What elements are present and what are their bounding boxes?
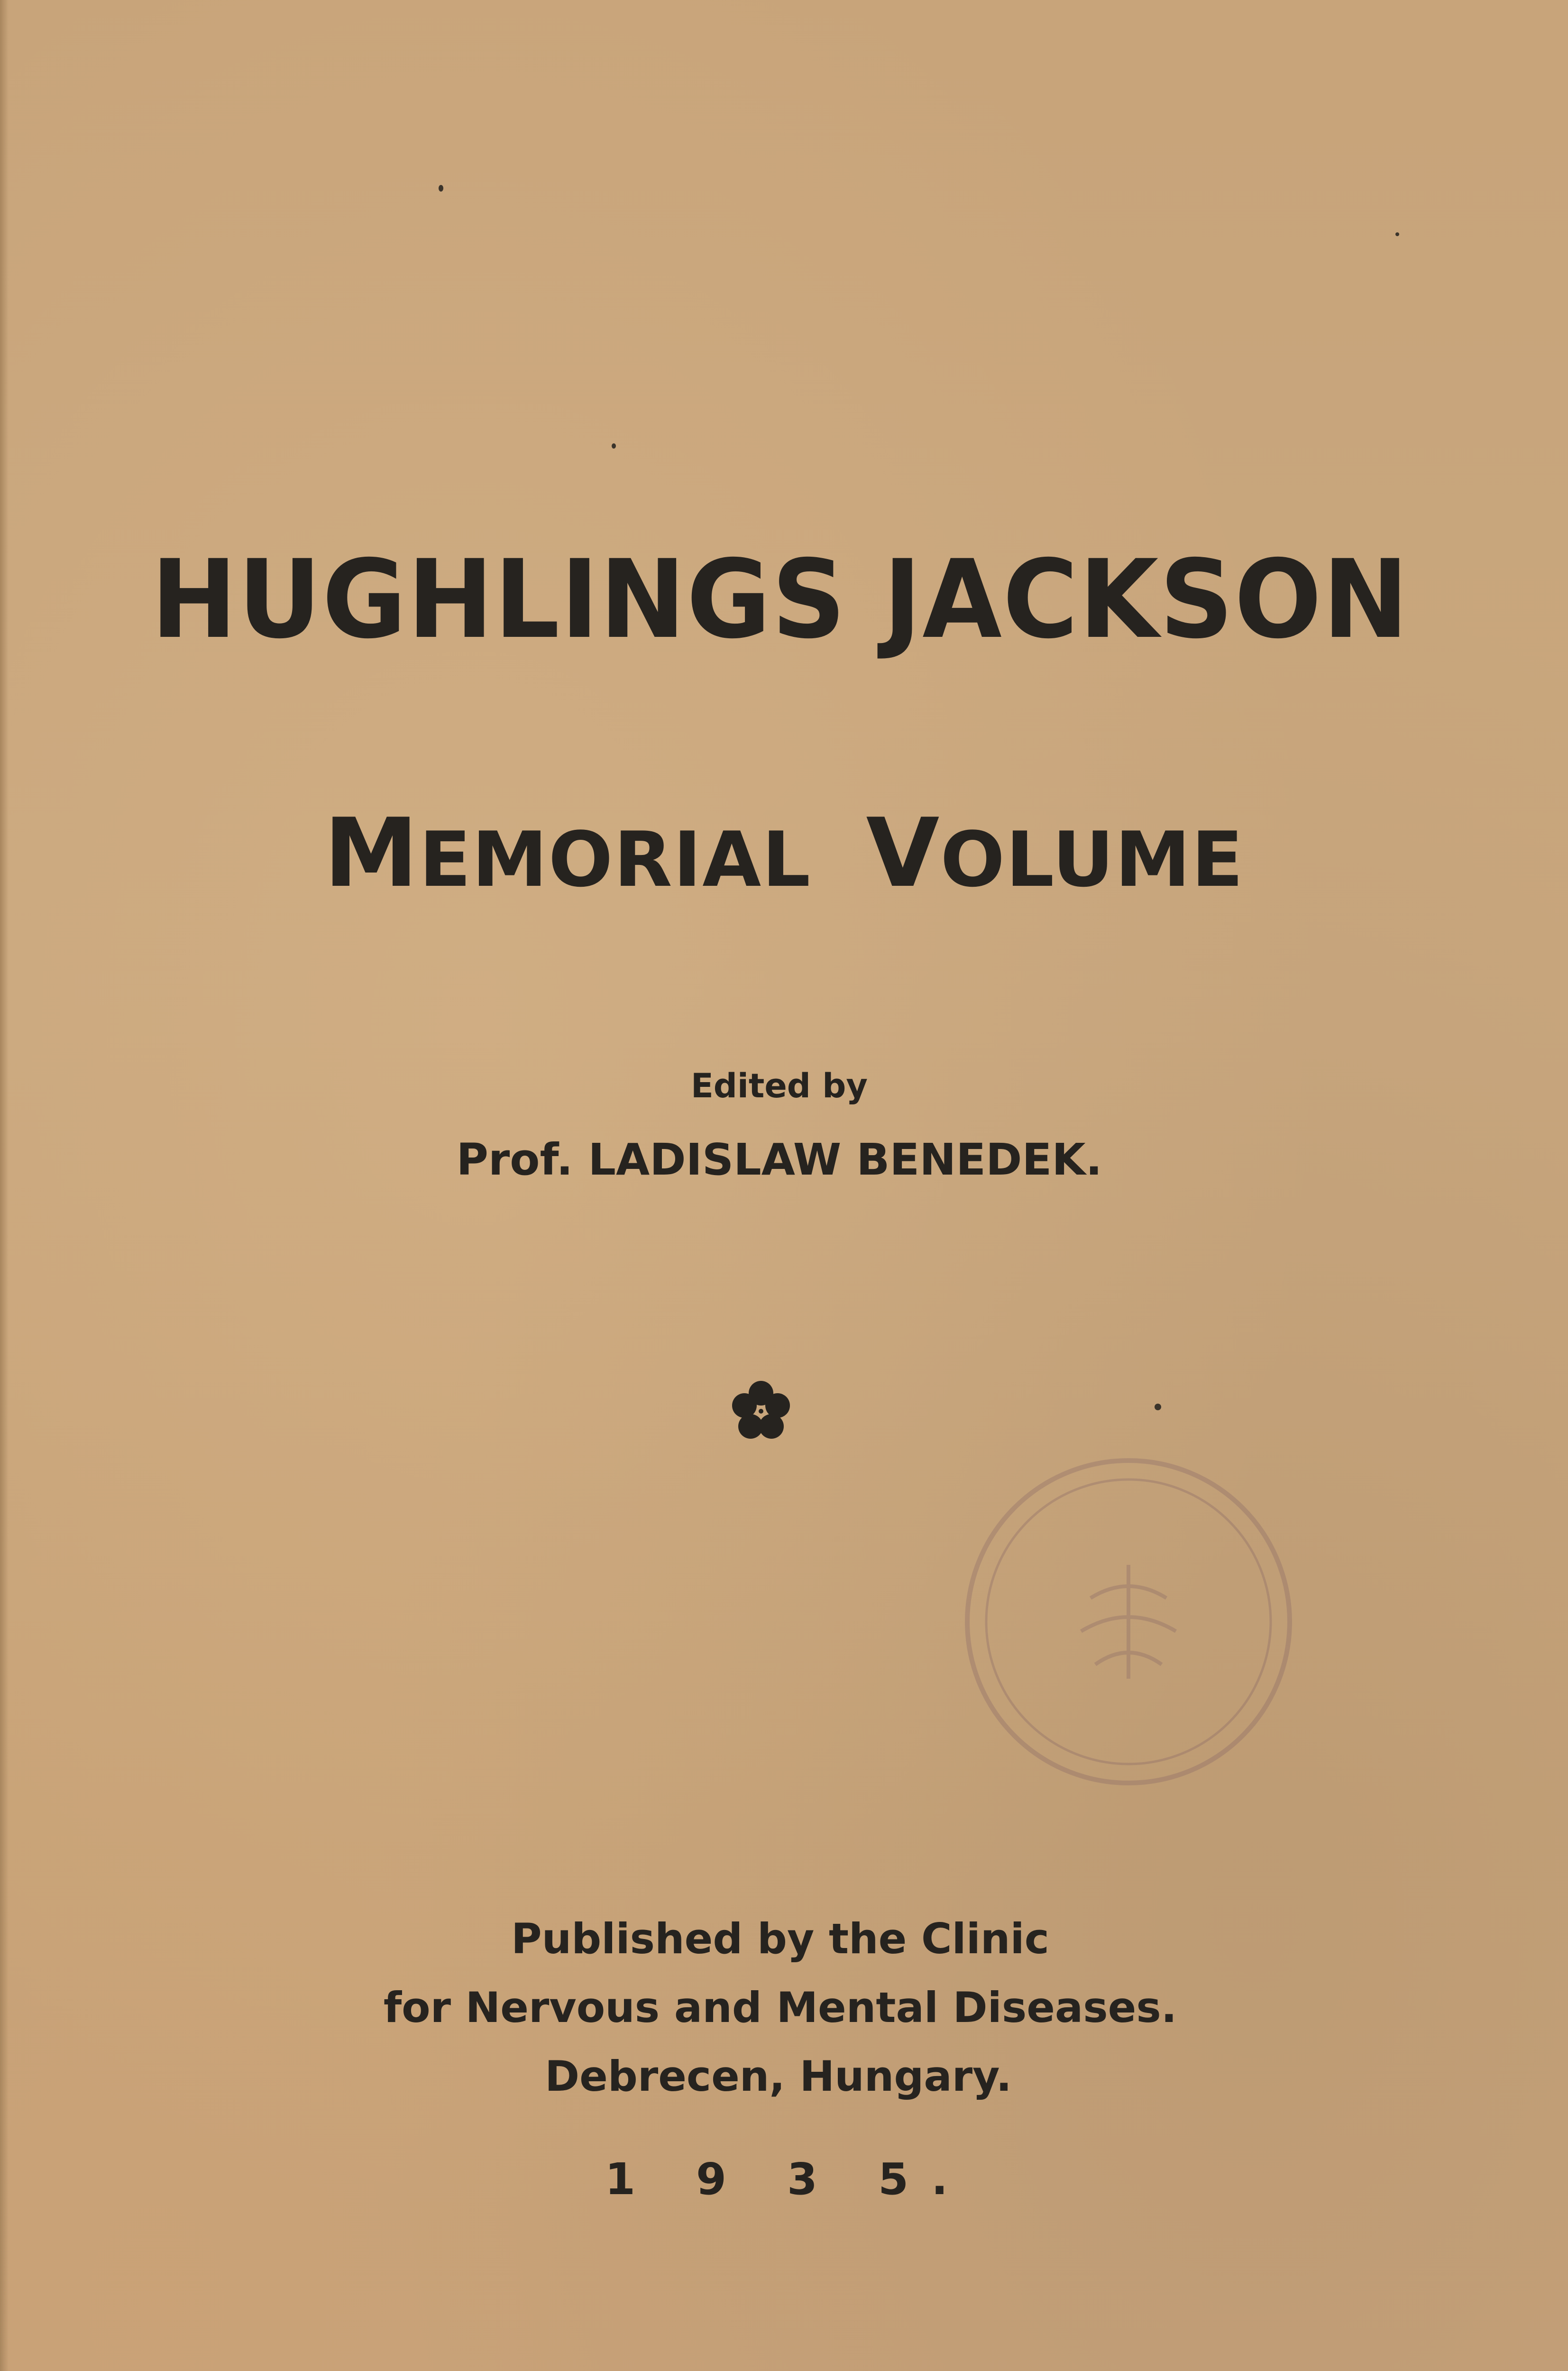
cover-subtitle — [0, 798, 1568, 909]
subtitle-rest-2: OLUME — [940, 815, 1244, 904]
paper-speck — [1155, 1404, 1161, 1410]
paper-speck — [612, 443, 616, 449]
cover-title: HUGHLINGS JACKSON — [151, 536, 1410, 662]
paper-speck — [439, 185, 443, 192]
flower-ornament-icon — [725, 1375, 797, 1446]
publication-year: 1 9 3 5. — [605, 2154, 971, 2205]
paper-speck — [1395, 232, 1399, 236]
publisher-line-2: for Nervous and Mental Diseases. — [383, 1983, 1177, 2032]
library-stamp — [948, 1442, 1309, 1802]
editor-name: Prof. LADISLAW BENEDEK. — [456, 1134, 1102, 1185]
subtitle-initial-2: V — [866, 798, 941, 909]
subtitle-rest-1: EMORIAL — [419, 815, 812, 904]
subtitle-initial-1: M — [324, 798, 420, 909]
publisher-line-3: Debrecen, Hungary. — [545, 2052, 1012, 2101]
publisher-line-1: Published by the Clinic — [511, 1914, 1049, 1963]
edited-by-label: Edited by — [690, 1066, 868, 1105]
